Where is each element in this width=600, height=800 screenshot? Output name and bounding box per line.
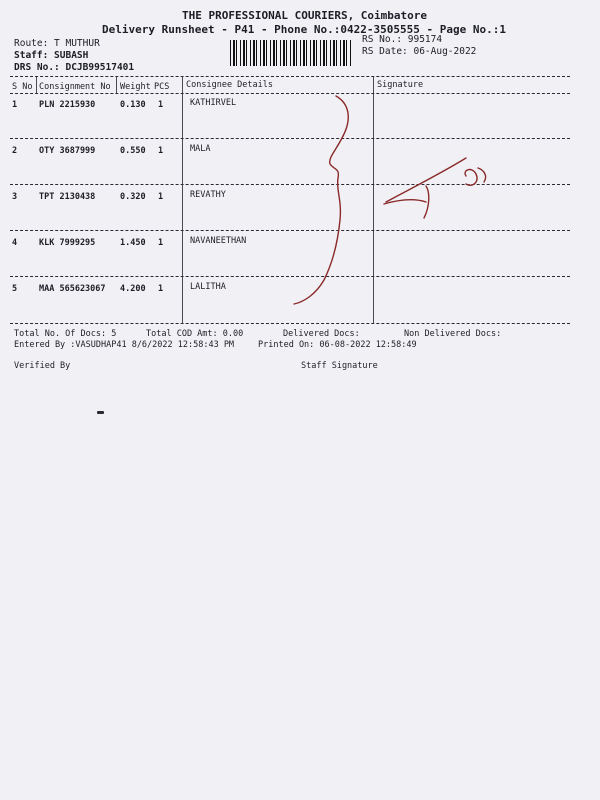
route-label: Route: T MUTHUR (14, 38, 100, 49)
runsheet-title: Delivery Runsheet - P41 - Phone No.:0422-3505555 - Page No.:1 (102, 23, 506, 36)
row-consignee: LALITHA (190, 282, 226, 292)
row-consignee: MALA (190, 144, 211, 154)
total-cod-amount: Total COD Amt: 0.00 (146, 329, 244, 339)
signature-scribble-icon (280, 90, 500, 320)
delivered-docs: Delivered Docs: (283, 329, 360, 339)
rs-date: RS Date: 06-Aug-2022 (362, 46, 477, 57)
rs-number: RS No.: 995174 (362, 34, 443, 45)
col-consignee-header: Consignee Details (186, 80, 273, 90)
barcode (230, 40, 352, 66)
row-consignment: MAA 565623067 (39, 284, 106, 294)
row-sno: 5 (12, 284, 18, 294)
scan-mark (97, 411, 104, 414)
row-consignment: OTY 3687999 (39, 146, 96, 156)
row-sno: 2 (12, 146, 18, 156)
row-weight: 4.200 (120, 284, 146, 294)
col-weight-header: Weight (120, 82, 151, 92)
row-pcs: 1 (158, 284, 164, 294)
row-sno: 1 (12, 100, 18, 110)
company-title: THE PROFESSIONAL COURIERS, Coimbatore (182, 9, 428, 22)
col-sno-header: S No (12, 82, 33, 92)
row-pcs: 1 (158, 192, 164, 202)
row-sno: 3 (12, 192, 18, 202)
row-pcs: 1 (158, 146, 164, 156)
row-consignment: KLK 7999295 (39, 238, 96, 248)
row-consignment: TPT 2130438 (39, 192, 96, 202)
col-signature-header: Signature (377, 80, 424, 90)
staff-label: Staff: SUBASH (14, 50, 89, 61)
row-consignment: PLN 2215930 (39, 100, 96, 110)
row-sno: 4 (12, 238, 18, 248)
row-consignee: REVATHY (190, 190, 226, 200)
printed-on: Printed On: 06-08-2022 12:58:49 (258, 340, 417, 350)
row-consignee: KATHIRVEL (190, 98, 237, 108)
col-divider (36, 77, 37, 93)
entered-by: Entered By :VASUDHAP41 8/6/2022 12:58:43 PM (14, 340, 235, 350)
total-docs: Total No. Of Docs: 5 (14, 329, 117, 339)
col-divider (116, 77, 117, 93)
col-consignment-header: Consignment No (39, 82, 111, 92)
staff-signature: Staff Signature (301, 361, 378, 371)
drs-number: DRS No.: DCJB99517401 (14, 62, 135, 73)
table-bottom-rule (10, 323, 570, 324)
row-weight: 1.450 (120, 238, 146, 248)
row-consignee: NAVANEETHAN (190, 236, 247, 246)
verified-by: Verified By (14, 361, 71, 371)
col-pcs-header: PCS (154, 82, 170, 92)
row-weight: 0.550 (120, 146, 146, 156)
table-top-rule (10, 76, 570, 77)
row-pcs: 1 (158, 100, 164, 110)
row-pcs: 1 (158, 238, 164, 248)
non-delivered-docs: Non Delivered Docs: (404, 329, 502, 339)
col-divider (182, 77, 183, 323)
row-weight: 0.320 (120, 192, 146, 202)
row-weight: 0.130 (120, 100, 146, 110)
